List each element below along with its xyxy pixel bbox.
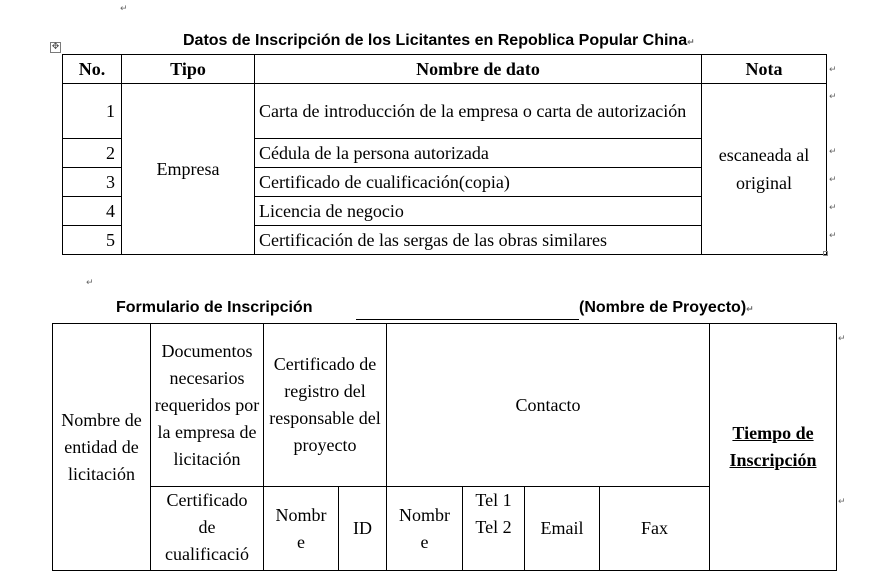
- paragraph-mark: ↵: [120, 4, 128, 14]
- col-documentos-header: Documentos necesarios requeridos por la empresa de licitación: [151, 324, 264, 487]
- row-name: Carta de introducción de la empresa o carta de autorización: [255, 84, 702, 139]
- col-tiempo-header: [710, 324, 837, 571]
- form-title-right: (Nombre de Proyecto)↵: [579, 299, 754, 316]
- row-end-mark: ↵: [838, 334, 846, 344]
- nota-line-1: escaneada al: [718, 145, 810, 165]
- sub-tel: [463, 487, 525, 571]
- sub-tel-2: Tel 2: [475, 517, 512, 537]
- sub-tel-1: Tel 1: [475, 490, 512, 510]
- header-tipo: Tipo: [122, 55, 255, 84]
- inscripcion-form-table: [52, 323, 837, 571]
- table-resize-handle[interactable]: [823, 251, 828, 256]
- project-name-blank[interactable]: [356, 319, 579, 320]
- sub-cert-line: cualificació: [165, 544, 249, 564]
- sub-email: Email: [525, 487, 600, 571]
- sub-cert-line: Certificado: [166, 490, 248, 510]
- row-end-mark: ↵: [838, 497, 846, 507]
- row-end-mark: ↵: [829, 147, 837, 157]
- sub-fax: Fax: [600, 487, 710, 571]
- col-entidad-header: Nombre de entidad de licitación: [53, 324, 151, 571]
- row-end-mark: ↵: [829, 92, 837, 102]
- col-contacto-header: Contacto: [387, 324, 710, 487]
- sub-id: ID: [339, 487, 387, 571]
- sub-nombre-line: Nombr: [275, 504, 327, 525]
- table-move-handle-icon[interactable]: ✥: [51, 42, 60, 52]
- sub-nombre-line: e: [297, 531, 305, 552]
- sub-nombre-contacto: [387, 487, 463, 571]
- row-number: 1: [63, 84, 122, 139]
- paragraph-mark: ↵: [86, 278, 94, 288]
- table-row: [63, 84, 827, 139]
- row-end-mark: ↵: [829, 175, 837, 185]
- sub-certificado-cell: [151, 487, 264, 571]
- sub-cert-line: de: [198, 517, 216, 537]
- tiempo-line-2: Inscripción: [729, 450, 817, 470]
- row-end-mark: ↵: [829, 203, 837, 213]
- header-nota: Nota: [702, 55, 827, 84]
- nota-cell: [702, 84, 827, 255]
- sub-nombre-line: e: [420, 531, 429, 552]
- form-title-left: Formulario de Inscripción: [116, 299, 313, 316]
- row-number: 5: [63, 226, 122, 255]
- row-name: Cédula de la persona autorizada: [255, 139, 702, 168]
- header-nombre-de-dato: Nombre de dato: [255, 55, 702, 84]
- nota-line-2: original: [736, 173, 792, 193]
- row-number: 2: [63, 139, 122, 168]
- row-number: 4: [63, 197, 122, 226]
- row-end-mark: ↵: [829, 65, 837, 75]
- tiempo-line-1: Tiempo de: [732, 423, 814, 443]
- form-header-row: [53, 324, 837, 487]
- row-number: 3: [63, 168, 122, 197]
- sub-nombre-responsable: [264, 487, 339, 571]
- licitantes-data-table: [62, 54, 827, 255]
- row-name: Licencia de negocio: [255, 197, 702, 226]
- table1-title: Datos de Inscripción de los Licitantes en Repoblica Popular China↵: [183, 32, 695, 49]
- col-certificado-header: Certificado de registro del responsable del proyecto: [264, 324, 387, 487]
- tipo-cell: Empresa: [122, 84, 255, 255]
- sub-nombre-line: Nombr: [399, 504, 450, 525]
- row-name: Certificado de cualificación(copia): [255, 168, 702, 197]
- header-no: No.: [63, 55, 122, 84]
- row-end-mark: ↵: [829, 231, 837, 241]
- row-name: Certificación de las sergas de las obras similares: [255, 226, 702, 255]
- table1-header-row: [63, 55, 827, 84]
